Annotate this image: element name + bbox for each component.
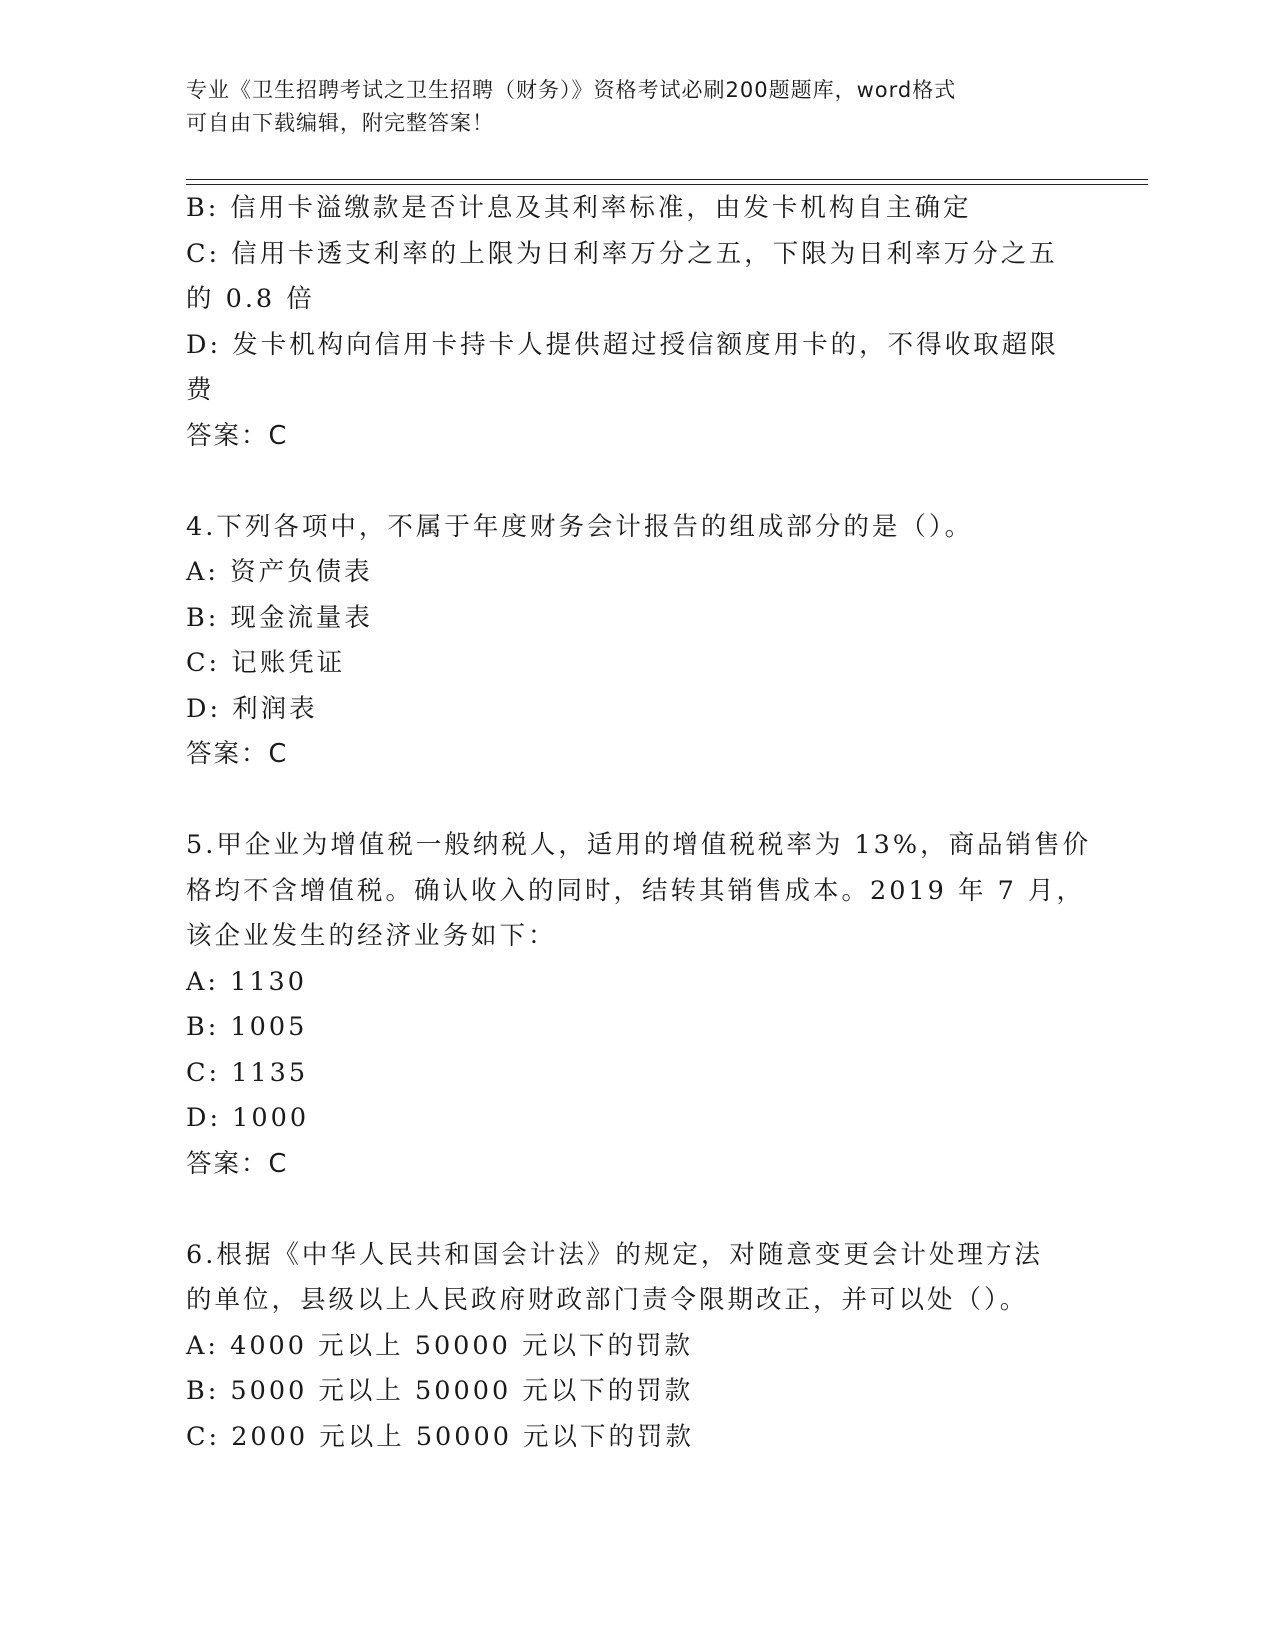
q5-option-d: D: 1000 [186, 1103, 310, 1133]
q3-option-d-line-2: 费 [186, 375, 215, 405]
question-6 [186, 1233, 1086, 1461]
q4-option-a: A: 资产负债表 [186, 557, 373, 587]
q4-answer: 答案：C [186, 739, 289, 769]
q4-question: 4.下列各项中，不属于年度财务会计报告的组成部分的是（）。 [186, 511, 974, 542]
spacer [186, 778, 1086, 824]
q4-option-c: C: 记账凭证 [186, 648, 346, 678]
question-5 [186, 823, 1092, 1187]
q4-option-b: B: 现金流量表 [186, 602, 373, 633]
q6-question-line-1: 6.根据《中华人民共和国会计法》的规定，对随意变更会计处理方法 [186, 1239, 1043, 1270]
q3-option-d-line-1: D: 发卡机构向信用卡持卡人提供超过授信额度用卡的，不得收取超限 [186, 329, 1059, 360]
header-title-line-2: 可自由下载编辑，附完整答案！ [186, 111, 494, 135]
q3-option-c-line-1: C: 信用卡透支利率的上限为日利率万分之五，下限为日利率万分之五 [186, 238, 1058, 269]
q6-question-line-2: 的单位，县级以上人民政府财政部门责令限期改正，并可以处（）。 [186, 1285, 1029, 1315]
q6-option-a: A: 4000 元以上 50000 元以下的罚款 [186, 1330, 693, 1361]
q3-option-c-line-2: 的 0.8 倍 [186, 284, 315, 314]
q3-option-b: B: 信用卡溢缴款是否计息及其利率标准，由发卡机构自主确定 [186, 193, 972, 223]
q5-option-b: B: 1005 [186, 1012, 308, 1042]
q5-answer: 答案：C [186, 1148, 289, 1179]
question-3-options [186, 186, 1086, 459]
q5-option-a: A: 1130 [186, 966, 308, 997]
header-rule-bottom [186, 184, 1148, 185]
q5-question-line-3: 该企业发生的经济业务如下： [186, 921, 557, 951]
q6-option-c: C: 2000 元以上 50000 元以下的罚款 [186, 1421, 695, 1452]
spacer [186, 1187, 1086, 1233]
header-title-line-1: 专业《卫生招聘考试之卫生招聘（财务）》资格考试必刷200题题库，word格式 [186, 78, 957, 102]
question-4 [186, 505, 1086, 778]
q6-option-b: B: 5000 元以上 50000 元以下的罚款 [186, 1376, 694, 1406]
header-rule-top [186, 179, 1148, 180]
q4-option-d: D: 利润表 [186, 693, 318, 724]
document-body [186, 186, 1092, 1460]
spacer [186, 459, 1086, 505]
q5-question-line-2: 格均不含增值税。确认收入的同时，结转其销售成本。2019 年 7 月， [186, 875, 1085, 906]
q5-question-line-1: 5.甲企业为增值税一般纳税人，适用的增值税税率为 13%，商品销售价 [186, 830, 1092, 860]
document-header [186, 74, 1066, 140]
q3-answer: 答案：C [186, 420, 289, 451]
q5-option-c: C: 1135 [186, 1057, 309, 1088]
